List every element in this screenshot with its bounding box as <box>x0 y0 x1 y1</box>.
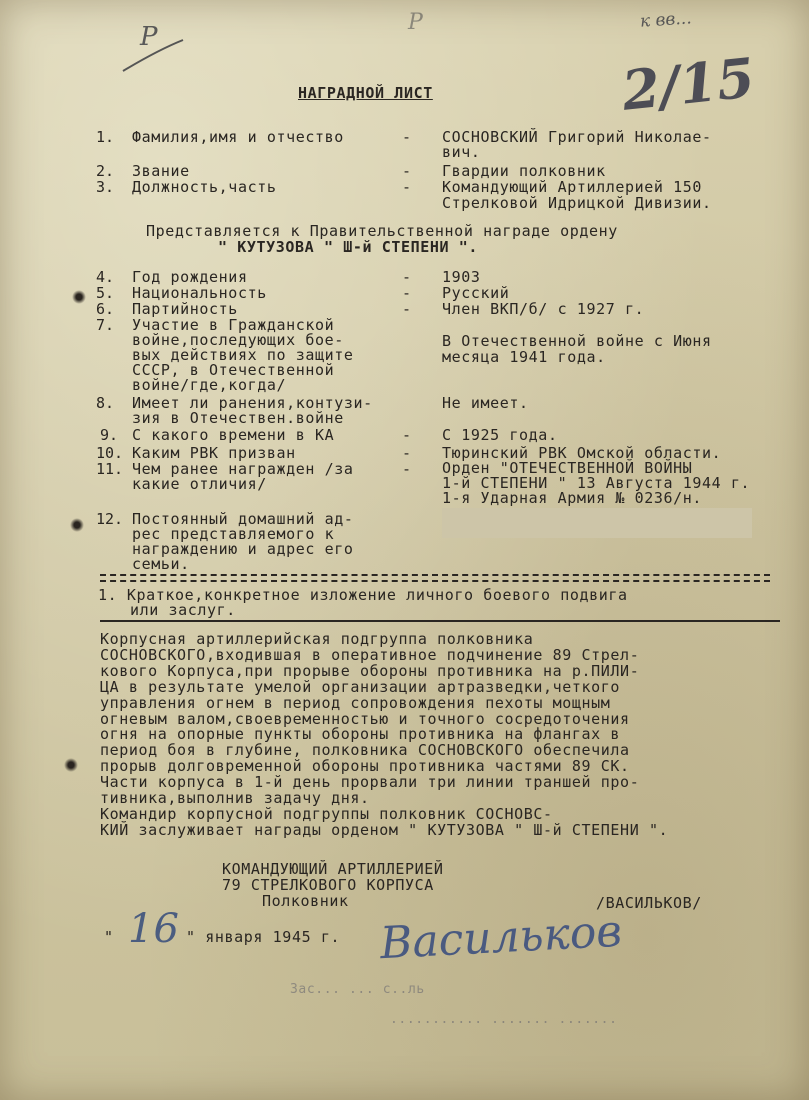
binder-hole <box>70 518 84 532</box>
pencil-mark-left: P <box>140 22 158 52</box>
field-dash: - <box>402 128 412 146</box>
field-number: 7. <box>96 316 115 334</box>
field-label: С какого времени в КА <box>132 426 335 444</box>
field-label: Звание <box>132 162 190 180</box>
body-line: КИЙ заслуживает награды орденом " КУТУЗОВА " Ш-й СТЕПЕНИ ". <box>100 821 669 839</box>
field-number: 8. <box>96 394 115 412</box>
field-number: 12. <box>96 510 124 528</box>
body-line: тивника,выполнив задачу дня. <box>100 789 370 807</box>
field-number: 9. <box>100 426 119 444</box>
field-value: Член ВКП/б/ с 1927 г. <box>442 300 645 318</box>
field-label: Год рождения <box>132 268 248 286</box>
body-line: ЦА в результате умелой организации артразведки,четкого <box>100 678 621 696</box>
field-value: месяца 1941 года. <box>442 348 606 366</box>
field-label: награждению и адрес его <box>132 540 354 558</box>
body-line: огня на опорные пункты обороны противника на флангах в <box>100 725 621 743</box>
body-line: Корпусная артиллерийская подгруппа полковника <box>100 630 534 648</box>
field-label: войне/где,когда/ <box>132 376 287 394</box>
field-value: СОСНОВСКИЙ Григорий Николае- <box>442 128 712 146</box>
field-dash: - <box>402 162 412 180</box>
field-value: Тюринский РВК Омской области. <box>442 444 722 462</box>
dashed-separator <box>100 574 770 576</box>
body-line: управления огнем в период сопровождения пехоты мощным <box>100 694 611 712</box>
field-label: Участие в Гражданской <box>132 316 335 334</box>
field-number: 6. <box>96 300 115 318</box>
field-label: зия в Отечествен.войне <box>132 409 344 427</box>
pencil-number: 2/15 <box>619 45 758 123</box>
field-dash: - <box>402 426 412 444</box>
signature-title: 79 СТРЕЛКОВОГО КОРПУСА <box>222 876 434 894</box>
field-value: С 1925 года. <box>442 426 558 444</box>
field-label: Партийность <box>132 300 238 318</box>
field-label: Национальность <box>132 284 267 302</box>
field-number: 2. <box>96 162 115 180</box>
field-number: 4. <box>96 268 115 286</box>
field-dash: - <box>402 178 412 196</box>
field-dash: - <box>402 300 412 318</box>
field-label: какие отличия/ <box>132 475 267 493</box>
dashed-separator <box>100 580 770 582</box>
pencil-stroke <box>118 36 188 76</box>
binder-hole <box>72 290 86 304</box>
pencil-mark-center: P <box>408 10 423 35</box>
field-label: вых действиях по защите <box>132 346 354 364</box>
signatory-name: /ВАСИЛЬКОВ/ <box>596 894 702 912</box>
date-day-handwritten: 16 <box>128 906 179 952</box>
field-label: Должность,часть <box>132 178 277 196</box>
section-rule <box>100 620 780 622</box>
field-dash: - <box>402 460 412 478</box>
field-label: Фамилия,имя и отчество <box>132 128 344 146</box>
field-value: Стрелковой Идрицкой Дивизии. <box>442 194 712 212</box>
pencil-note-right: к вв... <box>639 8 693 32</box>
award-name: " КУТУЗОВА " Ш-й СТЕПЕНИ ". <box>218 238 479 256</box>
date-text: " января 1945 г. <box>186 928 341 946</box>
field-number: 11. <box>96 460 124 478</box>
section-heading: или заслуг. <box>130 601 236 619</box>
field-label: семьи. <box>132 555 190 573</box>
binder-hole <box>64 758 78 772</box>
body-line: Части корпуса в 1-й день прорвали три линии траншей про- <box>100 773 640 791</box>
body-line: кового Корпуса,при прорыве обороны противника на р.ПИЛИ- <box>100 662 640 680</box>
document-title: НАГРАДНОЙ ЛИСТ <box>298 84 433 102</box>
field-value: Русский <box>442 284 510 302</box>
faint-note: Зас... ... с..ль <box>290 982 425 997</box>
field-value: Орден "ОТЕЧЕСТВЕННОЙ ВОЙНЫ <box>442 459 693 477</box>
body-line: прорыв долговременной обороны противника частями 89 СК. <box>100 757 630 775</box>
body-line: Командир корпусной подгруппы полковник СОСНОВС- <box>100 805 553 823</box>
redacted-address <box>442 508 752 538</box>
field-value: 1-я Ударная Армия № 0236/н. <box>442 489 703 507</box>
field-label: Постоянный домашний ад- <box>132 510 354 528</box>
field-label: рес представляемого к <box>132 525 335 543</box>
body-line: огневым валом,своевременностью и точного сосредоточения <box>100 710 630 728</box>
handwritten-signature: Васильков <box>378 905 624 970</box>
faint-note: ........... ....... ....... <box>390 1012 618 1027</box>
field-value: 1-й СТЕПЕНИ " 13 Августа 1944 г. <box>442 474 751 492</box>
field-label: Каким РВК призван <box>132 444 296 462</box>
field-label: войне,последующих бое- <box>132 331 344 349</box>
body-line: СОСНОВСКОГО,входившая в оперативное подчинение 89 Стрел- <box>100 646 640 664</box>
signature-title: КОМАНДУЮЩИЙ АРТИЛЛЕРИЕЙ <box>222 860 444 878</box>
field-number: 10. <box>96 444 124 462</box>
date-quote: " <box>104 928 114 946</box>
field-label: СССР, в Отечественной <box>132 361 335 379</box>
section-heading: 1. Краткое,конкретное изложение личного боевого подвига <box>98 586 628 604</box>
field-value: Гвардии полковник <box>442 162 606 180</box>
field-label: Чем ранее награжден /за <box>132 460 354 478</box>
field-dash: - <box>402 444 412 462</box>
field-label: Имеет ли ранения,контузи- <box>132 394 373 412</box>
field-dash: - <box>402 268 412 286</box>
field-value: Не имеет. <box>442 394 529 412</box>
field-value: В Отечественной войне с Июня <box>442 332 712 350</box>
field-value: вич. <box>442 143 481 161</box>
award-presented-line: Представляется к Правительственной награде ордену <box>146 222 618 240</box>
signature-rank: Полковник <box>262 892 349 910</box>
body-line: период боя в глубине, полковника СОСНОВСКОГО обеспечила <box>100 741 630 759</box>
field-value: Командующий Артиллерией 150 <box>442 178 703 196</box>
field-number: 5. <box>96 284 115 302</box>
field-number: 1. <box>96 128 115 146</box>
field-value: 1903 <box>442 268 481 286</box>
field-number: 3. <box>96 178 115 196</box>
field-dash: - <box>402 284 412 302</box>
